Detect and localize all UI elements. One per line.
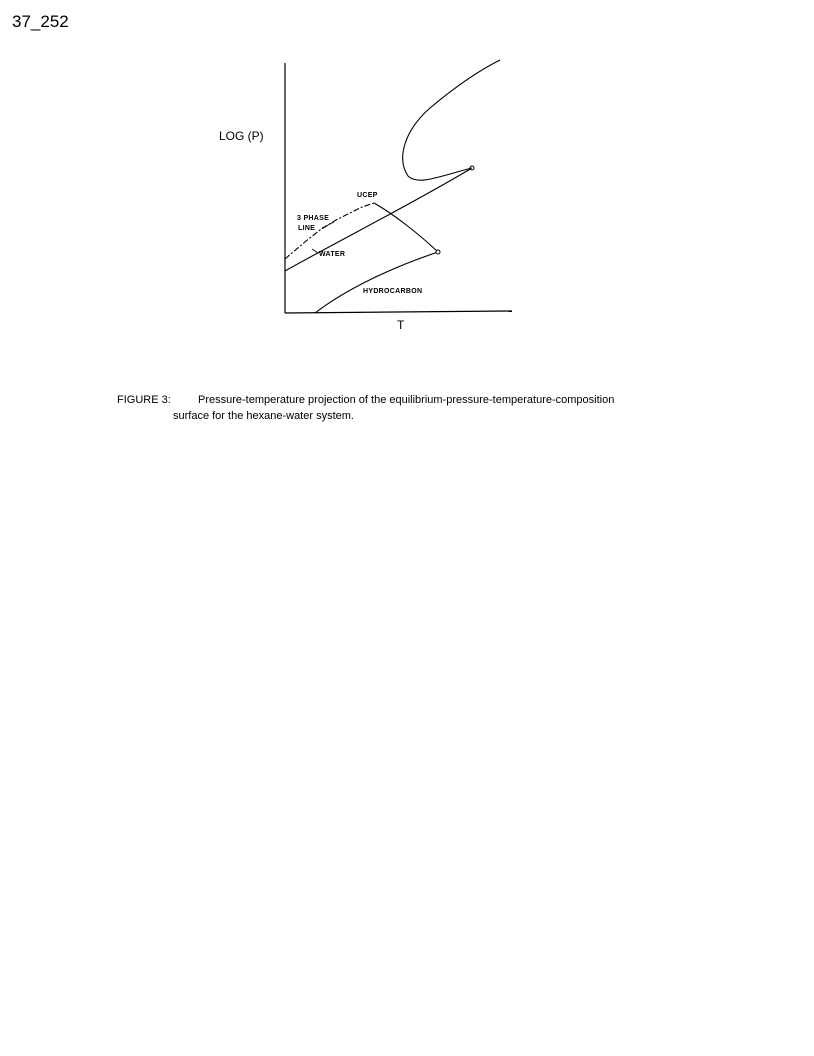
figure-hexane-water-pt-projection — [0, 0, 814, 360]
ucep-critical-curve — [374, 203, 438, 252]
x-axis — [285, 311, 512, 313]
caption-line-1: Pressure-temperature projection of the equilibrium-pressure-temperature-composition — [198, 394, 615, 406]
critical-curve-upper — [403, 60, 500, 180]
hydrocarbon-critical-point — [436, 250, 440, 254]
y-axis-label: LOG (P) — [219, 129, 264, 143]
caption-line-2: surface for the hexane-water system. — [173, 410, 354, 422]
water-label: WATER — [319, 251, 346, 258]
hydrocarbon-curve — [315, 252, 438, 313]
three-phase-label: 3 PHASE — [297, 215, 330, 222]
hydrocarbon-label: HYDROCARBON — [363, 288, 423, 295]
water-leader — [312, 249, 318, 253]
ucep-label: UCEP — [357, 192, 378, 199]
pt-diagram — [0, 0, 814, 360]
figure-caption — [117, 392, 717, 424]
page-id: 37_252 — [12, 12, 69, 31]
three-phase-leader — [322, 222, 334, 228]
caption-label: FIGURE 3: — [117, 394, 171, 406]
line-label: LINE — [298, 225, 316, 232]
x-axis-label: T — [397, 318, 405, 332]
